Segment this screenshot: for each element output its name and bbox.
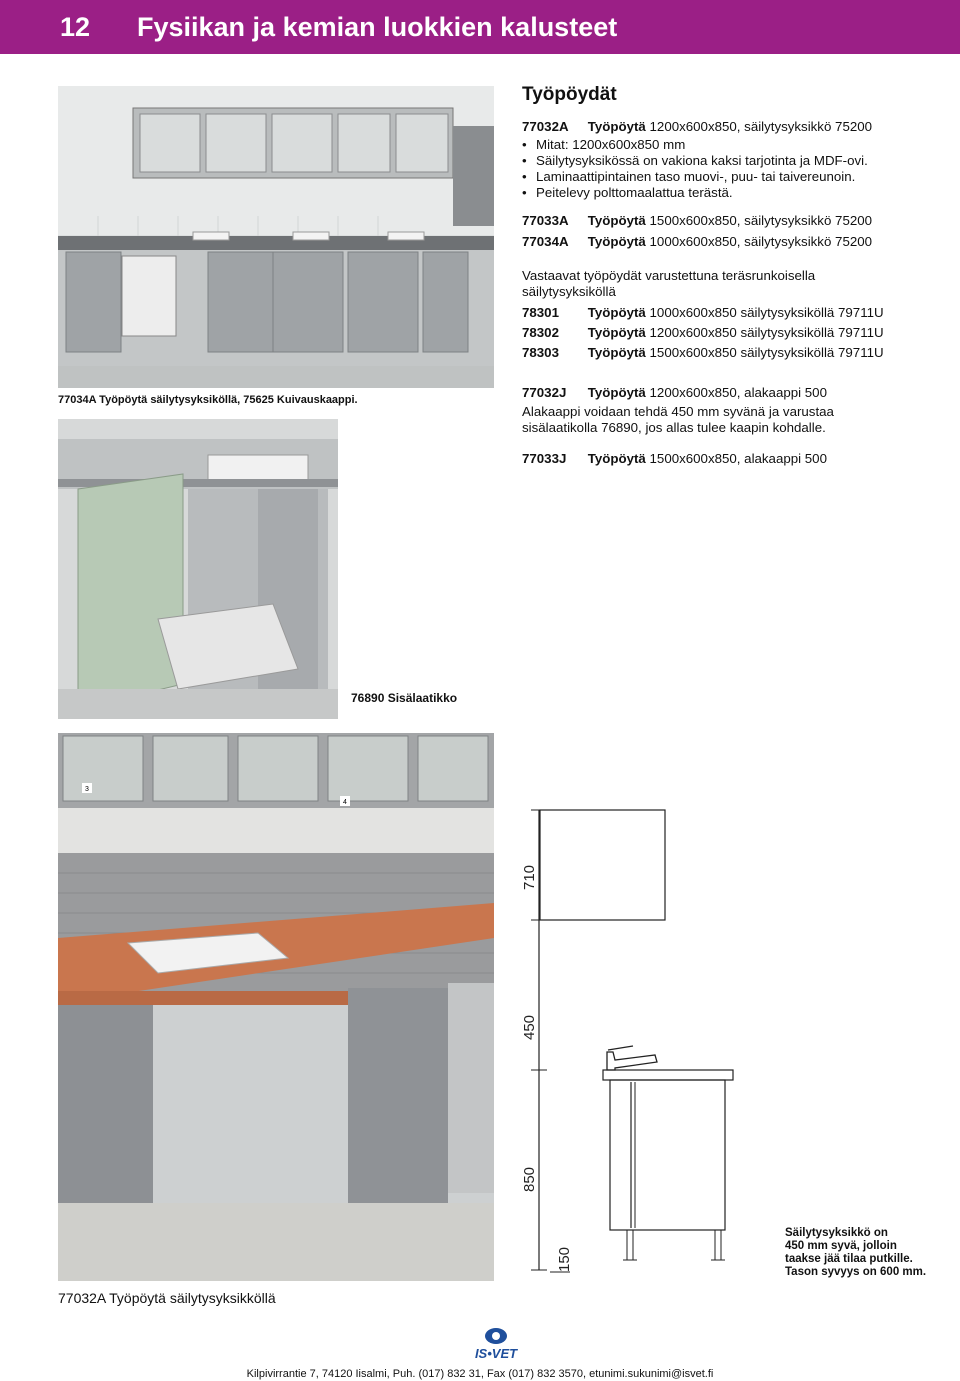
item-code: 78303 bbox=[522, 345, 559, 360]
photo-drawer-illustration bbox=[58, 419, 338, 719]
faucet-shape bbox=[607, 1046, 657, 1070]
item-desc: 1500x600x850, alakaappi 500 bbox=[649, 451, 827, 466]
item-name: Työpöytä bbox=[587, 451, 646, 466]
photo-workbench bbox=[58, 86, 494, 388]
logo-text: IS•VET bbox=[474, 1346, 518, 1361]
item-code: 77034A bbox=[522, 234, 569, 249]
item-desc: 1000x600x850, säilytysyksikkö 75200 bbox=[649, 234, 873, 249]
isvet-logo bbox=[464, 1326, 528, 1362]
item-row bbox=[522, 385, 827, 401]
item-code: 78302 bbox=[522, 325, 559, 340]
diagram-note bbox=[785, 1227, 926, 1279]
item-row bbox=[522, 213, 872, 229]
item-name: Työpöytä bbox=[587, 385, 646, 400]
item-name: Työpöytä bbox=[587, 213, 646, 228]
photo-drawer bbox=[58, 419, 338, 719]
photo-orange-illustration bbox=[58, 733, 494, 1281]
j1-note-line: sisälaatikolla 76890, jos allas tulee kaapin kohdalle. bbox=[522, 420, 826, 435]
item-desc: 1500x600x850 säilytysyksiköllä 79711U bbox=[649, 345, 884, 360]
item-code: 78301 bbox=[522, 305, 559, 320]
wall-cabinet-shape bbox=[540, 810, 665, 920]
item-row bbox=[522, 345, 884, 361]
bullet-item: • Mitat: 1200x600x850 mm bbox=[522, 137, 685, 153]
item-row bbox=[522, 325, 884, 341]
diagram-note-line: Säilytysyksikkö on bbox=[785, 1227, 888, 1239]
item-desc: 1200x600x850, alakaappi 500 bbox=[649, 385, 827, 400]
item-row bbox=[522, 451, 827, 467]
item-name: Työpöytä bbox=[587, 305, 646, 320]
item-name: Työpöytä bbox=[587, 345, 646, 360]
bullet-item: • Säilytysyksikössä on vakiona kaksi tarjotinta ja MDF-ovi. bbox=[522, 153, 868, 169]
item-desc: 1000x600x850 säilytysyksiköllä 79711U bbox=[649, 305, 884, 320]
j1-note-line: Alakaappi voidaan tehdä 450 mm syvänä ja varustaa bbox=[522, 404, 834, 419]
dimension-label: 710 bbox=[521, 864, 538, 890]
door-number-4: 4 bbox=[343, 799, 347, 806]
photo1-caption: 77034A Työpöytä säilytysyksiköllä, 75625 Kuivauskaappi. bbox=[58, 394, 358, 406]
door-number-3: 3 bbox=[85, 786, 89, 793]
diagram-note-line: 450 mm syvä, jolloin bbox=[785, 1240, 897, 1252]
dimension-label: 150 bbox=[556, 1246, 573, 1272]
base-cabinet-shape bbox=[610, 1080, 725, 1230]
photo-orange-workbench bbox=[58, 733, 494, 1281]
item-desc: 1500x600x850, säilytysyksikkö 75200 bbox=[649, 213, 873, 228]
item-code: 77033J bbox=[522, 451, 567, 466]
dimension-label: 450 bbox=[521, 1014, 538, 1040]
steel-intro-line: säilytysyksiköllä bbox=[522, 284, 616, 299]
item-name: Työpöytä bbox=[587, 119, 646, 134]
item-name: Työpöytä bbox=[587, 325, 646, 340]
item-code: 77033A bbox=[522, 213, 569, 228]
photo3-caption: 77032A Työpöytä säilytysyksikköllä bbox=[58, 1290, 276, 1306]
item-row bbox=[522, 305, 884, 321]
steel-intro-line: Vastaavat työpöydät varustettuna teräsrunkoisella bbox=[522, 268, 816, 283]
item-row bbox=[522, 234, 872, 250]
item-desc: 1200x600x850, säilytysyksikkö 75200 bbox=[649, 119, 873, 134]
item-code: 77032A bbox=[522, 119, 569, 134]
dimension-diagram bbox=[515, 800, 775, 1280]
item-code: 77032J bbox=[522, 385, 567, 400]
item-name: Työpöytä bbox=[587, 234, 646, 249]
item-desc: 1200x600x850 säilytysyksiköllä 79711U bbox=[649, 325, 884, 340]
section-title: Työpöydät bbox=[522, 84, 617, 105]
main-item bbox=[522, 119, 872, 135]
worktop-shape bbox=[603, 1070, 733, 1080]
diagram-note-line: taakse jää tilaa putkille. bbox=[785, 1253, 913, 1265]
bullet-item: • Laminaattipintainen taso muovi-, puu- tai taivereunoin. bbox=[522, 169, 855, 185]
photo-workbench-illustration bbox=[58, 86, 494, 388]
footer-contact: Kilpivirrantie 7, 74120 Iisalmi, Puh. (017) 832 31, Fax (017) 832 3570, etunimi.sukunimi@isvet.fi bbox=[246, 1368, 714, 1380]
page-header bbox=[0, 0, 960, 54]
dimension-label: 850 bbox=[521, 1166, 538, 1192]
page-number: 12 bbox=[60, 12, 91, 42]
page-title: Fysiikan ja kemian luokkien kalusteet bbox=[137, 12, 618, 42]
diagram-note-line: Tason syvyys on 600 mm. bbox=[785, 1266, 927, 1278]
photo2-caption: 76890 Sisälaatikko bbox=[351, 691, 458, 705]
bullet-item: • Peitelevy polttomaalattua terästä. bbox=[522, 185, 733, 201]
